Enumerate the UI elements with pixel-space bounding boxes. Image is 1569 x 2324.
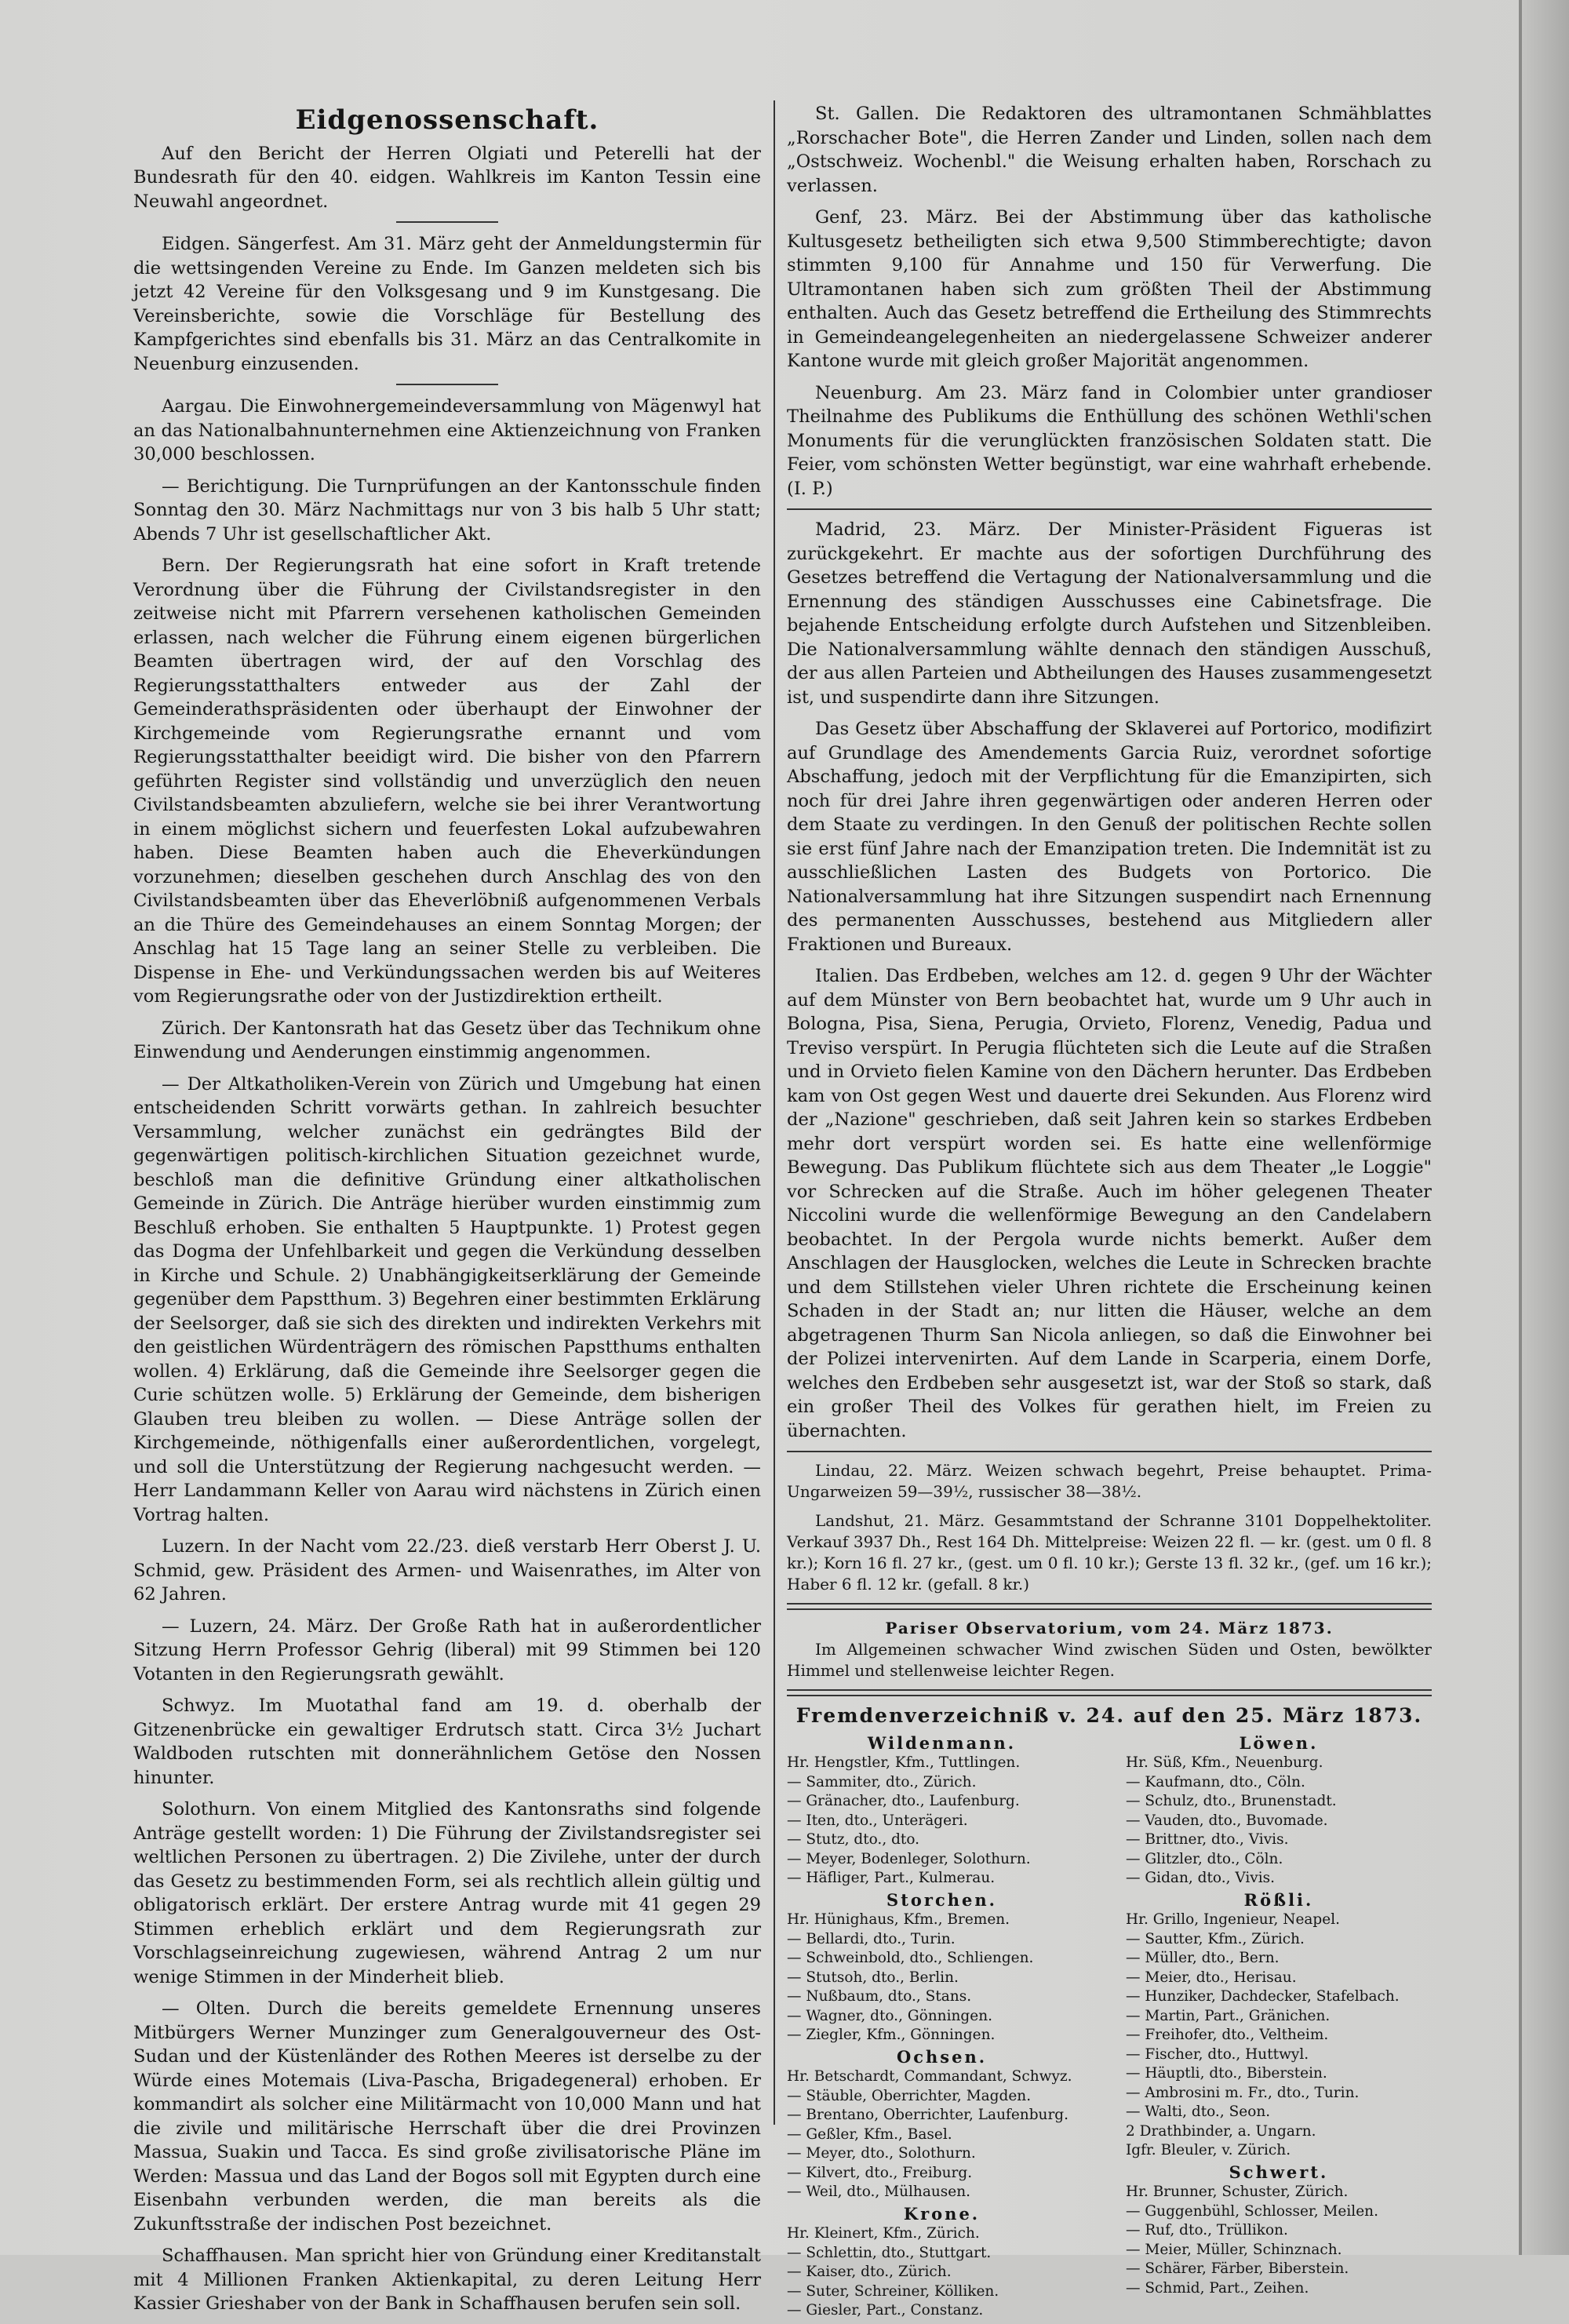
article-schaffhausen: Schaffhausen. Man spricht hier von Gründung einer Kreditanstalt mit 4 Millionen Franken Aktienkapital, zu deren Leitung Herr Kassier Grieshaber von der Bank in Schaffhausen berufen sein soll. [133, 2246, 761, 2314]
guest-entry: — Schweinbold, dto., Schliengen. [787, 1950, 1034, 1966]
double-separator [787, 1689, 1432, 1696]
page-edge [1522, 0, 1569, 2255]
guest-entry: — Müller, dto., Bern. [1126, 1950, 1280, 1966]
guest-entry: — Wagner, dto., Gönningen. [787, 2007, 992, 2024]
guest-entry: Hr. Grillo, Ingenieur, Neapel. [1126, 1911, 1341, 1928]
article-aargau: Aargau. Die Einwohnergemeindeversammlung von Mägenwyl hat an das Nationalbahnunternehmen eine Aktienzeichnung von Franken 30,000 beschlossen. [133, 396, 761, 464]
article-olten: — Olten. Durch die bereits gemeldete Ernennung unseres Mitbürgers Werner Munzinger zum Generalgouverneur des Ost-Sudan und der Küstenländer des Rothen Meeres ist derselbe zu der Würde eines Motemais (Liva-Pascha, Brigadegeneral) erhoben. Er kommandirt als solcher eine Militärmacht von 10,000 Mann und hat die zivile und militärische Herrschaft über die drei Provinzen Massua, Suakin und Tacca. Es sind große zivilisatorische Pläne im Werden: Massua und das Land der Bogos soll mit Egypten durch eine Eisenbahn verbunden werden, die man bereits als die Zukunftsstraße der indischen Post bezeichnet. [133, 1998, 761, 2235]
right-column [787, 102, 1432, 2321]
guest-entry: — Stäuble, Oberrichter, Magden. [787, 2087, 1032, 2104]
article-zuerich: Zürich. Der Kantonsrath hat das Gesetz über das Technikum ohne Einwendung und Aenderungen einstimmig angenommen. [133, 1018, 761, 1062]
hotel-heading: Wildenmann. [867, 1732, 1017, 1753]
guest-entry: — Gidan, dto., Vivis. [1126, 1870, 1276, 1886]
guest-entry: — Weil, dto., Mülhausen. [787, 2184, 971, 2200]
hotel-heading: Ochsen. [896, 2046, 988, 2067]
guest-entry: — Sautter, Kfm., Zürich. [1126, 1930, 1305, 1947]
guest-entry: — Meyer, Bodenleger, Solothurn. [787, 1850, 1031, 1867]
guest-entry: — Meyer, dto., Solothurn. [787, 2145, 976, 2162]
guest-entry: — Nußbaum, dto., Stans. [787, 1988, 972, 2005]
guest-list [787, 1732, 1432, 2321]
separator [787, 1451, 1432, 1452]
guest-entry: — Freihofer, dto., Veltheim. [1126, 2027, 1329, 2043]
article-bern: Bern. Der Regierungsrath hat eine sofort in Kraft tretende Verordnung über die Führung der Civilstandsregister in den zeitweise nicht mit Pfarrern versehenen katholischen Gemeinden erlassen, nach welcher die Führung einem eigenen bürgerlichen Beamten übertragen wird, der auf den Vorschlag des Regierungsstatthalters entweder aus der Zahl der Gemeinderathspräsidenten oder überhaupt der Einwohner der Kirchgemeinde vom Regierungsrathe ernannt und vom Regierungsstatthalter beeidigt wird. Die bisher von den Pfarrern geführten Register sind vollständig und unverzüglich den neuen Civilstandsbeamten abzuliefern, welche sie bei ihrer Verantwortung in einem möglichst sichern und feuerfesten Lokal aufzubewahren haben. Diese Beamten haben auch die Eheverkündungen vorzunehmen; dieselben geschehen durch Anschlag des von den Civilstandsbeamten über das Eheverlöbniß aufgenommenen Verbals an die Thüre des Gemeindehauses an einem Sonntag Morgen; der Anschlag hat 15 Tage lang an seiner Stelle zu verbleiben. Die Dispense in Ehe- und Verkündungssachen werden bis auf Weiteres vom Regierungsrathe oder von der Justizdirektion ertheilt. [133, 556, 761, 1007]
guest-entry: — Ziegler, Kfm., Gönningen. [787, 2027, 996, 2043]
guest-entry: — Meier, dto., Herisau. [1126, 1969, 1297, 1986]
hotel-heading: Rößli. [1243, 1889, 1314, 1910]
double-separator [787, 1603, 1432, 1610]
article-neuenburg: Neuenburg. Am 23. März fand in Colombier unter grandioser Theilnahme des Publikums die Enthüllung des schönen Wethli'schen Monuments für die verunglückten französischen Soldaten statt. Die Feier, vom schönsten Wetter begünstigt, war eine wahrhaft erhebende. (I. P.) [787, 382, 1432, 499]
guest-entry: Hr. Betschardt, Commandant, Schwyz. [787, 2068, 1072, 2085]
guest-list-left [787, 1732, 1097, 2321]
left-column [133, 102, 761, 2324]
article-luzern: Luzern. In der Nacht vom 22./23. dieß verstarb Herr Oberst J. U. Schmid, gew. Präsident des Armen- und Waisenrathes, im Alter von 62 Jahren. [133, 1536, 761, 1605]
guest-entry: — Fischer, dto., Huttwyl. [1126, 2045, 1309, 2063]
guest-entry: — Brentano, Oberrichter, Laufenburg. [787, 2107, 1069, 2123]
guest-entry: — Walti, dto., Seon. [1126, 2104, 1271, 2120]
hotel-heading: Krone. [903, 2203, 981, 2224]
guest-entry: — Glitzler, dto., Cöln. [1126, 1850, 1283, 1867]
guest-entry: — Sammiter, dto., Zürich. [787, 1773, 977, 1790]
guest-entry: Igfr. Bleuler, v. Zürich. [1126, 2142, 1291, 2158]
article-berichtigung: — Berichtigung. Die Turnprüfungen an der Kantonsschule finden Sonntag den 30. März Nachmittags nur von 3 bis halb 5 Uhr statt; Abends 7 Uhr ist gesellschaftlicher Akt. [133, 475, 761, 545]
guest-entry: — Geßler, Kfm., Basel. [787, 2125, 952, 2143]
guest-entry: — Guggenbühl, Schlosser, Meilen. [1126, 2202, 1378, 2220]
separator [787, 508, 1432, 510]
article-altkatholiken: — Der Altkatholiken-Verein von Zürich und Umgebung hat einen entscheidenden Schritt vorwärts gethan. In zahlreich besuchter Versammlung, welcher zunächst ein gedrängtes Bild der gegenwärtigen politisch-kirchlichen Situation gezeichnet wurde, beschloß man die definitive Gründung einer altkatholischen Gemeinde in Zürich. Die Anträge hierüber wurden einstimmig zum Beschluß erhoben. Sie enthalten 5 Hauptpunkte. 1) Protest gegen das Dogma der Unfehlbarkeit und gegen die Verkündung desselben in Kirche und Schule. 2) Unabhängigkeitserklärung der Gemeinde gegenüber dem Papstthum. 3) Begehren einer bestimmten Erklärung der Seelsorger, daß sie sich des direkten und indirekten Verkehrs mit den geistlichen Würdenträgern des römischen Papstthums enthalten wollen. 4) Erklärung, daß die Gemeinde ihre Seelsorger gegen die Curie schützen wolle. 5) Erklärung der Gemeinde, dem bisherigen Glauben treu bleiben zu wollen. — Diese Anträge sollen der Kirchgemeinde, nöthigenfalls einer außerordentlichen, vorgelegt, und soll die Unterstützung der Regierung nachgesucht werden. — Herr Landammann Keller von Aarau wird nächstens in Zürich einen Vortrag halten. [133, 1073, 761, 1525]
guest-entry: — Schulz, dto., Brunenstadt. [1126, 1793, 1337, 1809]
column-divider [774, 100, 775, 2125]
guest-entry: — Stutsoh, dto., Berlin. [787, 1969, 959, 1986]
article-genf: Genf, 23. März. Bei der Abstimmung über das katholische Kultusgesetz betheiligten sich etwa 9,500 Stimmberechtigte; davon stimmten 9,100 für Annahme und 150 für Verwerfung. Die Ultramontanen haben sich zum größten Theil der Abstimmung enthalten. Auch das Gesetz betreffend die Ertheilung des Stimmrechts in Gemeindeangelegenheiten an niedergelassene Schweizer anderer Kantone wurde mit gleich großer Majorität angenommen. [787, 207, 1432, 371]
article-schwyz: Schwyz. Im Muotathal fand am 19. d. oberhalb der Gitzenenbrücke ein gewaltiger Erdrutsch statt. Circa 3½ Juchart Waldboden rutschten mit donnerähnlichem Getöse den Nossen hinunter. [133, 1696, 761, 1788]
guest-entry: — Brittner, dto., Vivis. [1126, 1831, 1289, 1848]
observatory-report: Im Allgemeinen schwacher Wind zwischen Süden und Osten, bewölkter Himmel und stellenweise leichter Regen. [787, 1640, 1432, 1680]
article-bundesrath: Auf den Bericht der Herren Olgiati und Peterelli hat der Bundesrath für den 40. eidgen. Wahlkreis im Kanton Tessin eine Neuwahl angeordnet. [133, 143, 761, 212]
article-solothurn: Solothurn. Von einem Mitglied des Kantonsraths sind folgende Anträge gestellt worden: 1) Die Führung der Zivilstandsregister sei weltlichen Personen zu übertragen. 2) Die Zivilehe, unter der durch das Gesetz zu bestimmenden Form, sei als rechtlich allein gültig und obligatorisch erklärt. Der erstere Antrag wurde mit 41 gegen 29 Stimmen erheblich erklärt und dem Regierungsrath zur Vorschlagseinreichung zugewiesen, während Antrag 2 um nur wenige Stimmen in der Minderheit blieb. [133, 1799, 761, 1987]
section-title: Eidgenossenschaft. [295, 104, 599, 136]
article-sklaverei: Das Gesetz über Abschaffung der Sklaverei auf Portorico, modifizirt auf Grundlage des Amendements Garcia Ruiz, verordnet sofortige Abschaffung, jedoch mit der Verpflichtung für die Emanzipirten, sich noch für drei Jahre ihren gegenwärtigen oder anderen Herren oder dem Staate zu verdingen. In den Genuß der politischen Rechte sollen sie erst fünf Jahre nach der Emanzipation treten. Die Indemnität ist zu ausschließlichen Lasten des Budgets von Portorico. Die Nationalversammlung hat ihre Sitzungen suspendirt nach Ernennung des permanenten Ausschusses, bestehend aus Mitgliedern aller Fraktionen und Bureaux. [787, 719, 1432, 955]
guest-entry: Hr. Süß, Kfm., Neuenburg. [1126, 1754, 1323, 1771]
guest-entry: — Meier, Müller, Schinznach. [1126, 2241, 1342, 2258]
observatory-heading: Pariser Observatorium, vom 24. März 1873. [885, 1619, 1334, 1637]
article-luzern-rath: — Luzern, 24. März. Der Große Rath hat in außerordentlicher Sitzung Herrn Professor Gehrig (liberal) mit 99 Stimmen bei 120 Votanten in den Regierungsrath gewählt. [133, 1616, 761, 1685]
guest-entry: — Martin, Part., Gränichen. [1126, 2007, 1331, 2024]
guest-entry: — Ambrosini m. Fr., dto., Turin. [1126, 2084, 1360, 2101]
guest-entry: — Gränacher, dto., Laufenburg. [787, 1793, 1020, 1809]
guest-entry: 2 Drathbinder, a. Ungarn. [1126, 2122, 1316, 2140]
guest-entry: — Kaufmann, dto., Cöln. [1126, 1773, 1305, 1790]
guest-list-right [1126, 1732, 1432, 2321]
article-saengerfest: Eidgen. Sängerfest. Am 31. März geht der Anmeldungstermin für die wettsingenden Vereine zu Ende. Im Ganzen meldeten sich bis jetzt 42 Vereine für den Volksgesang und 9 im Kunstgesang. Die Vereinsberichte, sowie die Vorschläge für Bestellung des Kampfgerichtes sind ebenfalls bis 31. März an das Centralkomite in Neuenburg einzusenden. [133, 234, 761, 374]
article-madrid: Madrid, 23. März. Der Minister-Präsident Figueras ist zurückgekehrt. Er machte aus der sofortigen Durchführung des Gesetzes betreffend die Vertagung der Nationalversammlung und die Ernennung des ständigen Ausschusses eine Cabinetsfrage. Die bejahende Entscheidung erfolgte durch Aufstehen und Sitzenbleiben. Die Nationalversammlung wählte dennach den ständigen Ausschuß, der aus allen Parteien und Abtheilungen des Hauses zusammengesetzt ist, und suspendirte dann ihre Sitzungen. [787, 519, 1432, 708]
guest-entry: — Stutz, dto., dto. [787, 1831, 920, 1848]
guest-entry: — Vauden, dto., Buvomade. [1126, 1812, 1328, 1829]
guest-entry: — Suter, Schreiner, Kölliken. [787, 2282, 999, 2300]
guest-list-heading: Fremdenverzeichniß v. 24. auf den 25. März 1873. [795, 1704, 1423, 1727]
guest-entry: — Hunziker, Dachdecker, Stafelbach. [1126, 1988, 1400, 2005]
hotel-heading: Storchen. [886, 1889, 997, 1910]
guest-entry: — Iten, dto., Unterägeri. [787, 1812, 968, 1829]
guest-entry: — Schlettin, dto., Stuttgart. [787, 2244, 992, 2261]
guest-entry: — Häuptli, dto., Biberstein. [1126, 2065, 1327, 2082]
guest-entry: — Häfliger, Part., Kulmerau. [787, 1870, 996, 1886]
guest-entry: — Schmid, Part., Zeihen. [1126, 2279, 1309, 2297]
hotel-heading: Löwen. [1239, 1732, 1319, 1753]
market-lindau: Lindau, 22. März. Weizen schwach begehrt, Preise behauptet. Prima-Ungarweizen 59—39½, russischer 38—38½. [787, 1461, 1432, 1501]
guest-entry: — Ruf, dto., Trüllikon. [1126, 2222, 1288, 2238]
guest-entry: — Schärer, Färber, Biberstein. [1126, 2260, 1349, 2277]
separator [396, 384, 498, 385]
guest-entry: — Bellardi, dto., Turin. [787, 1930, 956, 1947]
market-landshut: Landshut, 21. März. Gesammtstand der Schranne 3101 Doppelhektoliter. Verkauf 3937 Dh., Rest 164 Dh. Mittelpreise: Weizen 22 fl. — kr. (gest. um 0 fl. 8 kr.); Korn 16 fl. 27 kr., (gest. um 0 fl. 10 kr.); Gerste 13 fl. 32 kr., (gef. um 16 kr.); Haber 6 fl. 12 kr. (gefall. 8 kr.) [787, 1511, 1432, 1594]
guest-entry: — Kaiser, dto., Zürich. [787, 2264, 952, 2280]
separator [396, 221, 498, 223]
guest-entry: Hr. Hünighaus, Kfm., Bremen. [787, 1911, 1010, 1928]
hotel-heading: Schwert. [1229, 2162, 1329, 2182]
article-st-gallen: St. Gallen. Die Redaktoren des ultramontanen Schmähblattes „Rorschacher Bote", die Herren Zander und Linden, sollen nach dem „Ostschweiz. Wochenbl." die Weisung erhalten haben, Rorschach zu verlassen. [787, 104, 1432, 196]
article-italien: Italien. Das Erdbeben, welches am 12. d. gegen 9 Uhr der Wächter auf dem Münster von Bern beobachtet hat, wurde um 9 Uhr auch in Bologna, Pisa, Siena, Perugia, Orvieto, Florenz, Venedig, Padua und Treviso verspürt. In Perugia flüchteten sich die Leute auf die Straßen und in Orvieto fielen Kamine von den Dächern herunter. Das Erdbeben kam von Ost gegen West und dauerte drei Sekunden. Aus Florenz wird der „Nazione" geschrieben, daß seit Jahren kein so starkes Erdbeben mehr dort verspürt worden sei. Es hatte eine wellenförmige Bewegung. Das Publikum flüchtete sich aus dem Theater „le Loggie" vor Schrecken auf die Straße. Auch im höher gelegenen Theater Niccolini wurde die wellenförmige Bewegung an den Candelabern beobachtet. In der Pergola wurde nichts bemerkt. Außer dem Anschlagen der Hausglocken, welches die Leute in Schrecken brachte und dem Stillstehen vieler Uhren richtete die Erscheinung keinen Schaden in der Stadt an; nur litten die Häuser, welche an dem abgetragenen Thurm San Nicola anliegen, so daß die Einwohner bei der Polizei intervenirten. Auf dem Lande in Scarperia, einem Dorfe, welches den Erdbeben sehr ausgesetzt ist, war der Stoß so stark, daß ein großer Theil des Volkes für gerathen hielt, im Freien zu übernachten. [787, 966, 1432, 1441]
guest-entry: — Giesler, Part., Constanz. [787, 2302, 984, 2319]
guest-entry: — Kilvert, dto., Freiburg. [787, 2164, 973, 2181]
guest-entry: Hr. Kleinert, Kfm., Zürich. [787, 2225, 980, 2242]
guest-entry: Hr. Hengstler, Kfm., Tuttlingen. [787, 1754, 1021, 1771]
guest-entry: Hr. Brunner, Schuster, Zürich. [1126, 2184, 1349, 2200]
